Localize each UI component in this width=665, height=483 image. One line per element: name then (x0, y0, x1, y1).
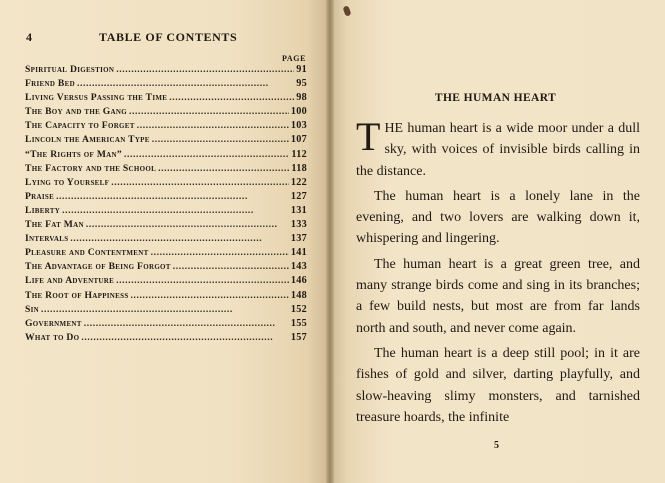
toc-entry-title: The Factory and the School (25, 162, 157, 174)
toc-entry-title: The Advantage of Being Forgot (25, 261, 171, 273)
toc-entry-title: Praise (25, 190, 55, 202)
toc-entry[interactable] (25, 92, 307, 106)
toc-entry-page: 157 (290, 331, 307, 343)
toc-entry[interactable] (25, 261, 307, 275)
toc-leader-dots (151, 247, 289, 258)
toc-entry-page: 143 (290, 261, 307, 273)
toc-leader-dots (169, 92, 294, 103)
toc-entry-page: 95 (296, 78, 307, 90)
toc-leader-dots (84, 318, 289, 329)
toc-entry-title: Spiritual Digestion (25, 64, 115, 75)
toc-entry[interactable] (25, 177, 307, 191)
toc-leader-dots (124, 149, 289, 160)
toc-entry-page: 155 (290, 317, 307, 329)
toc-entry-title: The Root of Happiness (25, 289, 129, 301)
toc-leader-dots (173, 261, 289, 272)
toc-entry-page: 152 (290, 303, 307, 315)
toc-leader-dots (81, 332, 288, 343)
toc-entry-page: 118 (291, 162, 307, 174)
toc-entry[interactable] (25, 233, 307, 247)
toc-entry-title: Lincoln the American Type (25, 134, 150, 146)
toc-leader-dots (158, 163, 289, 174)
toc-entry-title: “The Rights of Man” (25, 148, 122, 160)
toc-entry-page: 127 (290, 190, 307, 202)
toc-entry-title: Pleasure and Contentment (25, 247, 149, 259)
toc-leader-dots (41, 304, 289, 315)
toc-entry-title: Lying to Yourself (25, 176, 110, 188)
toc-entry[interactable] (25, 205, 307, 219)
paragraph: The human heart is a lonely lane in the evening, and two lovers are walking down it, whispering and lingering. (356, 188, 640, 247)
toc-entry-title: Government (25, 317, 82, 329)
chapter-title: THE HUMAN HEART (434, 92, 557, 104)
toc-entry[interactable] (25, 304, 307, 318)
toc-leader-dots (111, 177, 289, 188)
left-page-number: 4 (26, 30, 32, 44)
toc-entry[interactable] (25, 64, 307, 78)
toc-leader-dots (137, 120, 289, 131)
toc-entry[interactable] (25, 191, 307, 205)
toc-heading: TABLE OF CONTENTS (99, 30, 238, 44)
paragraph (356, 114, 640, 182)
paragraph: The human heart is a deep still pool; in it are fishes of gold and silver, darting playfully, and slow-heaving slimy monsters, and tarnished treasure hoards, the infinite (356, 345, 640, 425)
paragraph-text: HE human heart is a wide moor under a dull sky, with voices of invisible birds calling in the distance. (356, 121, 640, 179)
toc-entry-title: The Boy and the Gang (25, 106, 127, 118)
toc-entry[interactable] (25, 247, 307, 261)
toc-entry-title: Liberty (25, 204, 61, 216)
toc-entry-page: 91 (296, 64, 307, 75)
toc-entry[interactable] (25, 134, 307, 148)
toc-entry[interactable] (25, 149, 307, 163)
toc-entry[interactable] (25, 290, 307, 304)
toc-entry[interactable] (25, 78, 307, 92)
toc-entry[interactable] (25, 120, 307, 134)
toc-entry-page: 98 (296, 92, 307, 104)
right-page-number: 5 (494, 440, 499, 451)
chapter-body (356, 114, 640, 432)
toc-entry-title: Intervals (25, 233, 69, 245)
page-column-label: PAGE (282, 54, 307, 63)
toc-list (25, 64, 307, 346)
toc-leader-dots (86, 219, 289, 230)
toc-leader-dots (62, 205, 289, 216)
toc-entry-page: 103 (290, 120, 307, 132)
toc-entry[interactable] (25, 318, 307, 332)
toc-leader-dots (152, 134, 289, 145)
toc-entry[interactable] (25, 275, 307, 289)
toc-entry-page: 100 (290, 106, 307, 118)
toc-entry-page: 107 (290, 134, 307, 146)
toc-entry-page: 141 (290, 247, 307, 259)
toc-entry-page: 133 (290, 219, 307, 231)
toc-leader-dots (56, 191, 289, 202)
toc-entry-title: Life and Adventure (25, 275, 115, 287)
toc-leader-dots (77, 78, 294, 89)
toc-entry[interactable] (25, 332, 307, 346)
toc-leader-dots (129, 106, 289, 117)
toc-entry-page: 146 (290, 275, 307, 287)
toc-entry[interactable] (25, 219, 307, 233)
book-spine (326, 0, 334, 483)
toc-leader-dots (70, 233, 288, 244)
toc-entry-title: Friend Bed (25, 78, 75, 90)
toc-leader-dots (131, 290, 289, 301)
toc-entry[interactable] (25, 106, 307, 120)
toc-entry-page: 131 (290, 204, 307, 216)
toc-entry-title: The Capacity to Forget (25, 120, 135, 132)
drop-cap: T (356, 114, 381, 159)
toc-entry-page: 112 (291, 148, 307, 160)
paragraph: The human heart is a great green tree, and many strange birds come and sing in its branches; a few build nests, but most are from far lands north and south, and never come again. (356, 256, 640, 336)
toc-entry-page: 148 (290, 289, 307, 301)
toc-entry-title: The Fat Man (25, 219, 84, 231)
toc-entry-page: 122 (290, 176, 307, 188)
toc-leader-dots (116, 275, 289, 286)
toc-entry-title: Living Versus Passing the Time (25, 92, 168, 104)
toc-entry-title: Sin (25, 303, 40, 315)
toc-entry[interactable] (25, 163, 307, 177)
toc-entry-title: What to Do (25, 331, 80, 343)
toc-entry-page: 137 (290, 233, 307, 245)
toc-leader-dots (116, 64, 294, 75)
